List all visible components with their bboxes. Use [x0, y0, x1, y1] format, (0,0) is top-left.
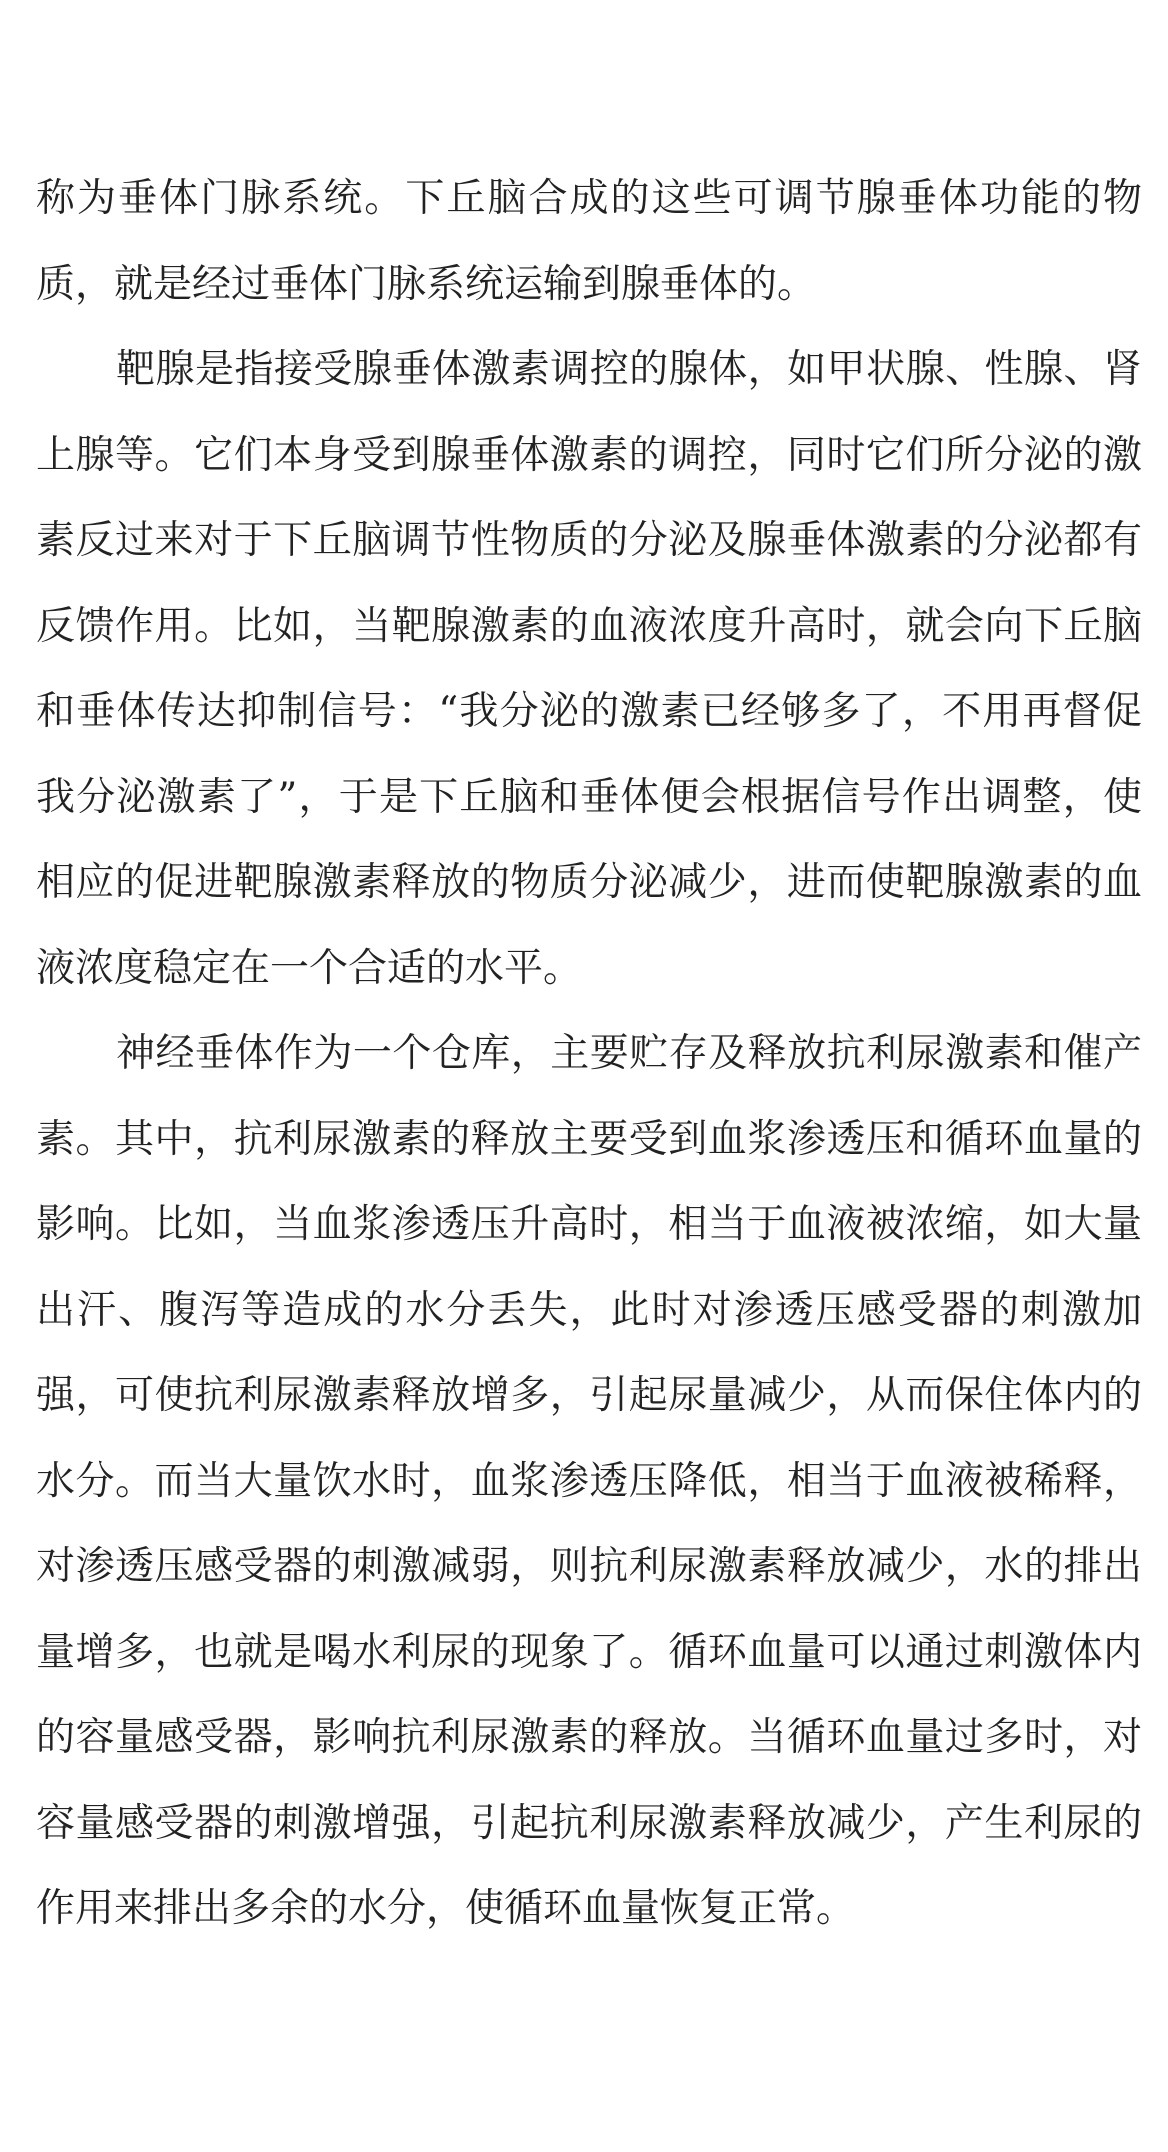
- paragraph-continuation: 称为垂体门脉系统。下丘脑合成的这些可调节腺垂体功能的物质，就是经过垂体门脉系统运输到腺垂体的。: [36, 176, 1142, 307]
- paragraph-target-glands: 靶腺是指接受腺垂体激素调控的腺体，如甲状腺、性腺、肾上腺等。它们本身受到腺垂体激素的调控，同时它们所分泌的激素反过来对于下丘脑调节性物质的分泌及腺垂体激素的分泌都有反馈作用。比如，当靶腺激素的血液浓度升高时，就会向下丘脑和垂体传达抑制信号：“我分泌的激素已经够多了，不用再督促我分泌激素了”，于是下丘脑和垂体便会根据信号作出调整，使相应的促进靶腺激素释放的物质分泌减少，进而使靶腺激素的血液浓度稳定在一个合适的水平。: [36, 347, 1142, 991]
- paragraph-neurohypophysis: 神经垂体作为一个仓库，主要贮存及释放抗利尿激素和催产素。其中，抗利尿激素的释放主要受到血浆渗透压和循环血量的影响。比如，当血浆渗透压升高时，相当于血液被浓缩，如大量出汗、腹泻等造成的水分丢失，此时对渗透压感受器的刺激加强，可使抗利尿激素释放增多，引起尿量减少，从而保住体内的水分。而当大量饮水时，血浆渗透压降低，相当于血液被稀释，对渗透压感受器的刺激减弱，则抗利尿激素释放减少，水的排出量增多，也就是喝水利尿的现象了。循环血量可以通过刺激体内的容量感受器，影响抗利尿激素的释放。当循环血量过多时，对容量感受器的刺激增强，引起抗利尿激素释放减少，产生利尿的作用来排出多余的水分，使循环血量恢复正常。: [36, 1031, 1142, 1931]
- body-text: [36, 156, 1142, 1952]
